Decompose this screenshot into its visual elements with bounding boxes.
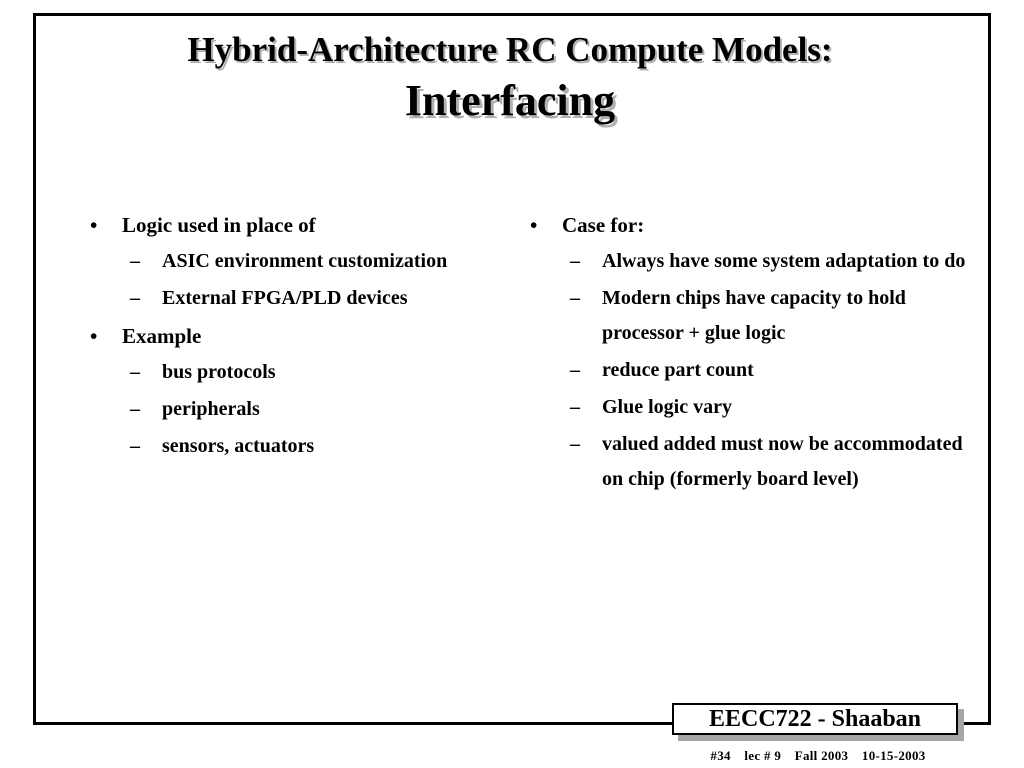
lecture-number: lec # 9 [744, 748, 782, 763]
list-item-label: External FPGA/PLD devices [162, 287, 408, 309]
dash-icon: – [570, 396, 580, 418]
dash-icon: – [130, 287, 140, 309]
list-item [78, 244, 498, 279]
list-item [78, 392, 498, 427]
list-item [518, 211, 968, 240]
list-item [518, 390, 968, 425]
bullet-icon: • [530, 213, 538, 237]
slide-footer-meta [672, 748, 964, 764]
dash-icon: – [570, 287, 580, 309]
list-item-label: Logic used in place of [122, 213, 316, 237]
list-item [518, 353, 968, 388]
term-label: Fall 2003 [794, 748, 849, 763]
dash-icon: – [130, 398, 140, 420]
dash-icon: – [130, 435, 140, 457]
dash-icon: – [570, 250, 580, 272]
badge-box [672, 703, 958, 735]
course-badge [672, 703, 964, 739]
bullet-icon: • [90, 213, 98, 237]
list-item [78, 211, 498, 240]
slide-title [60, 28, 960, 128]
list-item-label: Modern chips have capacity to hold processor + glue logic [602, 287, 906, 344]
list-item [78, 429, 498, 464]
list-item [78, 322, 498, 351]
list-item-label: bus protocols [162, 361, 276, 383]
list-item-label: reduce part count [602, 359, 754, 381]
dash-icon: – [130, 250, 140, 272]
dash-icon: – [570, 433, 580, 455]
list-item [78, 355, 498, 390]
bullet-icon: • [90, 324, 98, 348]
badge-label: EECC722 - Shaaban [708, 705, 922, 732]
list-item-label: valued added must now be accommodated on chip (formerly board level) [602, 433, 963, 490]
list-item-label: ASIC environment customization [162, 250, 448, 272]
date-label: 10-15-2003 [861, 748, 926, 763]
list-item [78, 281, 498, 316]
right-bullet-column [518, 205, 968, 499]
list-item-label: Case for: [562, 213, 645, 237]
list-item-label: Always have some system adaptation to do [602, 250, 966, 272]
list-item [518, 244, 968, 279]
left-bullet-column [78, 205, 498, 466]
list-item-label: Glue logic vary [602, 396, 732, 418]
slide-number: #34 [710, 748, 731, 763]
list-item-label: peripherals [162, 398, 260, 420]
title-line-1: Hybrid-Architecture RC Compute Models: [187, 30, 833, 69]
list-item [518, 281, 968, 351]
title-line-2: Interfacing [404, 76, 616, 125]
dash-icon: – [130, 361, 140, 383]
list-item-label: sensors, actuators [162, 435, 315, 457]
list-item-label: Example [122, 324, 202, 348]
dash-icon: – [570, 359, 580, 381]
slide-body [0, 205, 1024, 665]
list-item [518, 427, 968, 497]
